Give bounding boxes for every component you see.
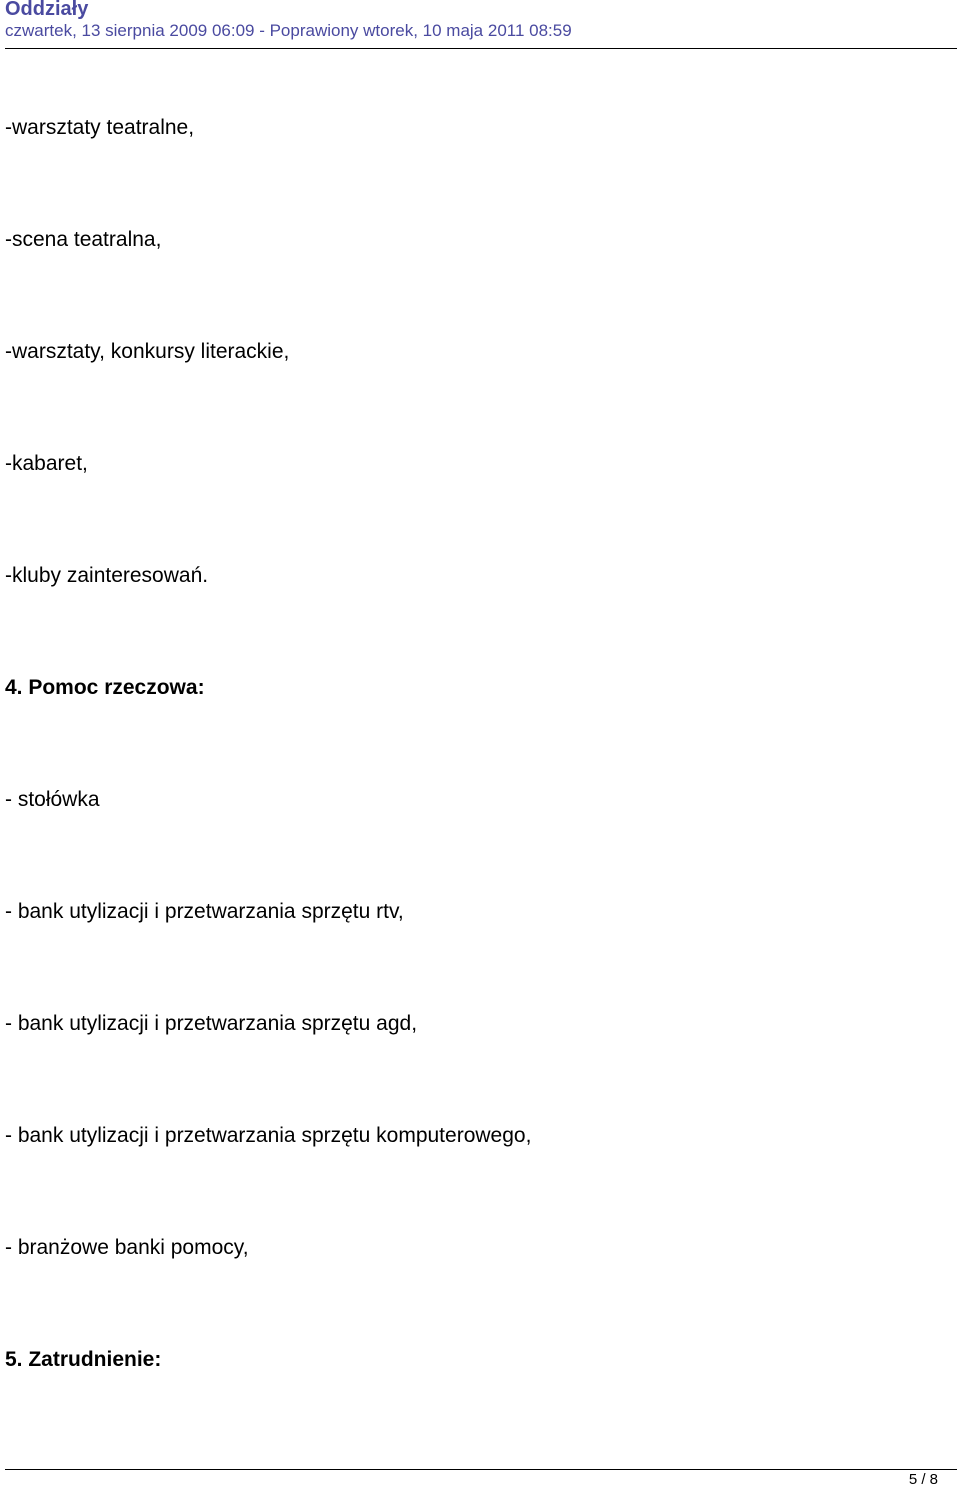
section-heading-pomoc-rzeczowa: 4. Pomoc rzeczowa: xyxy=(5,676,205,699)
header-divider xyxy=(5,48,957,49)
page-number: 5 / 8 xyxy=(908,1471,938,1488)
body-line-kluby: -kluby zainteresowań. xyxy=(5,564,209,587)
footer-divider xyxy=(5,1469,957,1470)
body-line-kabaret: -kabaret, xyxy=(5,452,88,475)
body-line-bank-komputerowy: - bank utylizacji i przetwarzania sprzętu komputerowego, xyxy=(5,1124,532,1147)
page-title: Oddziały xyxy=(5,0,89,20)
body-line-warsztaty-konkursy: -warsztaty, konkursy literackie, xyxy=(5,340,290,363)
body-line-stolowka: - stołówka xyxy=(5,788,100,811)
body-line-warsztaty-teatralne: -warsztaty teatralne, xyxy=(5,116,195,139)
page-header xyxy=(5,0,957,42)
body-line-banki-pomocy: - branżowe banki pomocy, xyxy=(5,1236,249,1259)
body-line-bank-rtv: - bank utylizacji i przetwarzania sprzętu rtv, xyxy=(5,900,404,923)
article-meta-date: czwartek, 13 sierpnia 2009 06:09 - Poprawiony wtorek, 10 maja 2011 08:59 xyxy=(5,21,572,40)
body-line-scena-teatralna: -scena teatralna, xyxy=(5,228,162,251)
section-heading-zatrudnienie: 5. Zatrudnienie: xyxy=(5,1348,162,1371)
body-line-bank-agd: - bank utylizacji i przetwarzania sprzętu agd, xyxy=(5,1012,418,1035)
